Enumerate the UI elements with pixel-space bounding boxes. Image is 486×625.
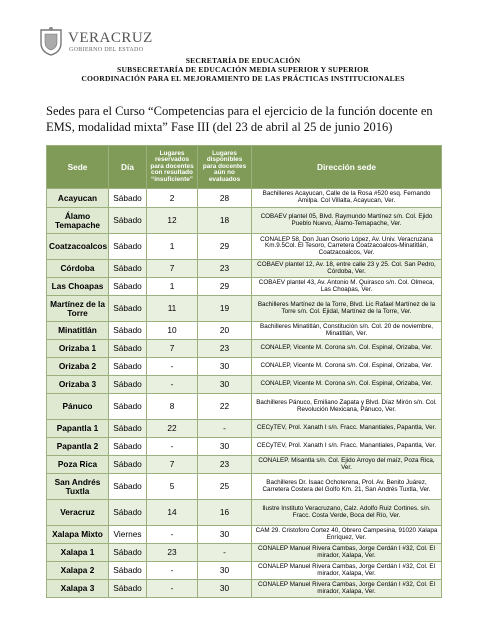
cell-dia: Sábado bbox=[109, 340, 147, 358]
cell-disponibles: 30 bbox=[198, 438, 252, 456]
cell-direccion: CECyTEV, Prol. Xanath I s/n. Fracc. Manantiales, Papantla, Ver. bbox=[252, 420, 442, 438]
cell-reservados: 7 bbox=[147, 260, 198, 278]
cell-dia: Sábado bbox=[109, 278, 147, 296]
table-body bbox=[47, 189, 442, 598]
cell-reservados: 12 bbox=[147, 208, 198, 234]
table-row bbox=[47, 562, 442, 580]
table-row bbox=[47, 456, 442, 474]
cell-sede: Minatitlán bbox=[47, 322, 109, 340]
cell-reservados: 14 bbox=[147, 500, 198, 526]
table-row bbox=[47, 358, 442, 376]
cell-reservados: 8 bbox=[147, 394, 198, 420]
table-row bbox=[47, 394, 442, 420]
cell-sede: Martínez de la Torre bbox=[47, 296, 109, 322]
cell-disponibles: 28 bbox=[198, 189, 252, 208]
cell-direccion: CONALEP Manuel Rivera Cambas, Jorge Cerdán I #32, Col. El mirador, Xalapa, Ver. bbox=[252, 544, 442, 562]
cell-disponibles: 16 bbox=[198, 500, 252, 526]
cell-reservados: - bbox=[147, 580, 198, 598]
header-line-3: COORDINACIÓN PARA EL MEJORAMIENTO DE LAS PRÁCTICAS INSTITUCIONALES bbox=[81, 74, 405, 83]
cell-disponibles: 30 bbox=[198, 376, 252, 394]
cell-disponibles: 25 bbox=[198, 474, 252, 500]
table-row bbox=[47, 526, 442, 544]
cell-dia: Sábado bbox=[109, 438, 147, 456]
table-row bbox=[47, 580, 442, 598]
cell-sede: Veracruz bbox=[47, 500, 109, 526]
cell-direccion: COBAEV plantel 43, Av. Antonio M. Quirasco s/n. Col. Olmeca, Las Choapas, Ver. bbox=[252, 278, 442, 296]
table-row bbox=[47, 208, 442, 234]
cell-disponibles: - bbox=[198, 544, 252, 562]
column-header-reservados: Lugares reservados para docentes con resultado “insuficiente” bbox=[147, 146, 198, 189]
column-header-disponibles: Lugares disponibles para docentes aún no evaluados bbox=[198, 146, 252, 189]
cell-reservados: - bbox=[147, 526, 198, 544]
table-row bbox=[47, 438, 442, 456]
cell-disponibles: 23 bbox=[198, 260, 252, 278]
cell-reservados: 1 bbox=[147, 234, 198, 260]
cell-direccion: CONALEP, Vicente M. Corona s/n. Col. Espinal, Orizaba, Ver. bbox=[252, 376, 442, 394]
cell-reservados: 2 bbox=[147, 189, 198, 208]
cell-dia: Sábado bbox=[109, 500, 147, 526]
cell-reservados: 7 bbox=[147, 456, 198, 474]
cell-reservados: 7 bbox=[147, 340, 198, 358]
cell-reservados: 11 bbox=[147, 296, 198, 322]
cell-dia: Viernes bbox=[109, 526, 147, 544]
table-row bbox=[47, 260, 442, 278]
cell-direccion: CECyTEV, Prol. Xanath I s/n. Fracc. Manantiales, Papantla, Ver. bbox=[252, 438, 442, 456]
cell-dia: Sábado bbox=[109, 358, 147, 376]
column-header-dia: Día bbox=[109, 146, 147, 189]
cell-reservados: - bbox=[147, 376, 198, 394]
cell-disponibles: 30 bbox=[198, 580, 252, 598]
table-row bbox=[47, 340, 442, 358]
cell-reservados: 23 bbox=[147, 544, 198, 562]
cell-reservados: - bbox=[147, 438, 198, 456]
cell-dia: Sábado bbox=[109, 208, 147, 234]
cell-sede: Xalapa 2 bbox=[47, 562, 109, 580]
cell-disponibles: 22 bbox=[198, 394, 252, 420]
cell-direccion: COBAEV plantel 05, Blvd. Raymundo Martínez s/n. Col. Ejido Pueblo Nuevo, Álamo-Temapache, Ver. bbox=[252, 208, 442, 234]
cell-disponibles: 30 bbox=[198, 526, 252, 544]
table-row bbox=[47, 420, 442, 438]
cell-dia: Sábado bbox=[109, 376, 147, 394]
cell-sede: Papantla 1 bbox=[47, 420, 109, 438]
cell-direccion: Bachilleres Acayucan, Calle de la Rosa #520 esq. Fernando Amilpa. Col Villalta, Acayucan, Ver. bbox=[252, 189, 442, 208]
table-header-row bbox=[47, 146, 442, 189]
cell-direccion: Bachilleres Pánuco, Emiliano Zapata y Blvd. Díaz Mirón s/n. Col. Revolución Mexicana, Pánuco, Ver. bbox=[252, 394, 442, 420]
cell-reservados: 10 bbox=[147, 322, 198, 340]
cell-sede: San Andrés Tuxtla bbox=[47, 474, 109, 500]
cell-dia: Sábado bbox=[109, 580, 147, 598]
sedes-table bbox=[46, 145, 442, 598]
cell-disponibles: 29 bbox=[198, 234, 252, 260]
cell-dia: Sábado bbox=[109, 456, 147, 474]
cell-disponibles: 23 bbox=[198, 340, 252, 358]
cell-dia: Sábado bbox=[109, 562, 147, 580]
table-row bbox=[47, 322, 442, 340]
cell-dia: Sábado bbox=[109, 322, 147, 340]
cell-sede: Acayucan bbox=[47, 189, 109, 208]
table-row bbox=[47, 474, 442, 500]
cell-dia: Sábado bbox=[109, 544, 147, 562]
cell-sede: Xalapa 3 bbox=[47, 580, 109, 598]
cell-disponibles: - bbox=[198, 420, 252, 438]
cell-dia: Sábado bbox=[109, 394, 147, 420]
cell-sede: Xalapa 1 bbox=[47, 544, 109, 562]
cell-sede: Las Choapas bbox=[47, 278, 109, 296]
column-header-direccion: Dirección sede bbox=[252, 146, 442, 189]
cell-sede: Álamo Temapache bbox=[47, 208, 109, 234]
header-line-2: SUBSECRETARÍA DE EDUCACIÓN MEDIA SUPERIOR Y SUPERIOR bbox=[117, 65, 369, 74]
cell-sede: Poza Rica bbox=[47, 456, 109, 474]
header-line-1: SECRETARÍA DE EDUCACIÓN bbox=[185, 56, 301, 65]
cell-dia: Sábado bbox=[109, 260, 147, 278]
cell-reservados: 5 bbox=[147, 474, 198, 500]
cell-sede: Orizaba 1 bbox=[47, 340, 109, 358]
cell-direccion: CONALEP Manuel Rivera Cambas, Jorge Cerdán I #32, Col. El mirador, Xalapa, Ver. bbox=[252, 562, 442, 580]
brand-subtitle: GOBIERNO DEL ESTADO bbox=[69, 47, 144, 53]
cell-direccion: CAM 29. Cristoforo Cortez 40, Obrero Campesina, 91020 Xalapa Enríquez, Ver. bbox=[252, 526, 442, 544]
cell-direccion: CONALEP 58, Don Juan Osorio López, Av. Univ. Veracruzana Km.9.5Col. El Tesoro, Carretera Coatzacoalcos-Minatitlán, Coatzacoalcos, Ver. bbox=[252, 234, 442, 260]
cell-disponibles: 30 bbox=[198, 562, 252, 580]
cell-disponibles: 19 bbox=[198, 296, 252, 322]
cell-disponibles: 30 bbox=[198, 358, 252, 376]
cell-direccion: Bachilleres Dr. Isaac Ochoterena, Prol. Av. Benito Juárez, Carretera Costera del Golfo Km. 21, San Andrés Tuxtla, Ver. bbox=[252, 474, 442, 500]
cell-direccion: CONALEP, Vicente M. Corona s/n. Col. Espinal, Orizaba, Ver. bbox=[252, 358, 442, 376]
cell-dia: Sábado bbox=[109, 296, 147, 322]
cell-disponibles: 23 bbox=[198, 456, 252, 474]
table-row bbox=[47, 278, 442, 296]
veracruz-logo bbox=[38, 26, 188, 56]
cell-sede: Orizaba 3 bbox=[47, 376, 109, 394]
column-header-sede: Sede bbox=[47, 146, 109, 189]
cell-sede: Xalapa Mixto bbox=[47, 526, 109, 544]
cell-reservados: 1 bbox=[147, 278, 198, 296]
cell-direccion: Bachilleres Martínez de la Torre, Blvd. Lic Rafael Martínez de la Torre s/n. Col. Ejidal, Martínez de la Torre, Ver. bbox=[252, 296, 442, 322]
cell-direccion: Bachilleres Minatitlán, Constitución s/n. Col. 20 de noviembre, Minatitlán, Ver. bbox=[252, 322, 442, 340]
cell-reservados: - bbox=[147, 358, 198, 376]
table-row bbox=[47, 500, 442, 526]
cell-sede: Orizaba 2 bbox=[47, 358, 109, 376]
table-row bbox=[47, 296, 442, 322]
table-row bbox=[47, 234, 442, 260]
cell-direccion: CONALEP. Misantla s/n. Col. Ejido Arroyo del maíz, Poza Rica, Ver. bbox=[252, 456, 442, 474]
state-seal-icon bbox=[38, 26, 64, 56]
cell-dia: Sábado bbox=[109, 189, 147, 208]
table-row bbox=[47, 376, 442, 394]
cell-direccion: CONALEP Manuel Rivera Cambas, Jorge Cerdán I #32, Col. El mirador, Xalapa, Ver. bbox=[252, 580, 442, 598]
cell-dia: Sábado bbox=[109, 420, 147, 438]
cell-sede: Córdoba bbox=[47, 260, 109, 278]
cell-direccion: CONALEP, Vicente M. Corona s/n. Col. Espinal, Orizaba, Ver. bbox=[252, 340, 442, 358]
cell-dia: Sábado bbox=[109, 234, 147, 260]
table-row bbox=[47, 189, 442, 208]
document-title: Sedes para el Curso “Competencias para el ejercicio de la función docente en EMS, modalidad mixta” Fase III (del 23 de abril al 25 de junio 2016) bbox=[46, 104, 433, 134]
cell-reservados: 22 bbox=[147, 420, 198, 438]
cell-sede: Pánuco bbox=[47, 394, 109, 420]
cell-sede: Coatzacoalcos bbox=[47, 234, 109, 260]
table-row bbox=[47, 544, 442, 562]
cell-dia: Sábado bbox=[109, 474, 147, 500]
brand-name: VERACRUZ bbox=[68, 30, 153, 46]
cell-direccion: Ilustre Instituto Veracruzano, Calz. Adolfo Ruiz Cortines. s/n. Fracc. Costa Verde, Boca del Río, Ver. bbox=[252, 500, 442, 526]
cell-reservados: - bbox=[147, 562, 198, 580]
cell-sede: Papantla 2 bbox=[47, 438, 109, 456]
cell-disponibles: 20 bbox=[198, 322, 252, 340]
cell-direccion: COBAEV plantel 12, Av. 18, entre calle 23 y 25. Col. San Pedro, Córdoba, Ver. bbox=[252, 260, 442, 278]
cell-disponibles: 18 bbox=[198, 208, 252, 234]
cell-disponibles: 29 bbox=[198, 278, 252, 296]
